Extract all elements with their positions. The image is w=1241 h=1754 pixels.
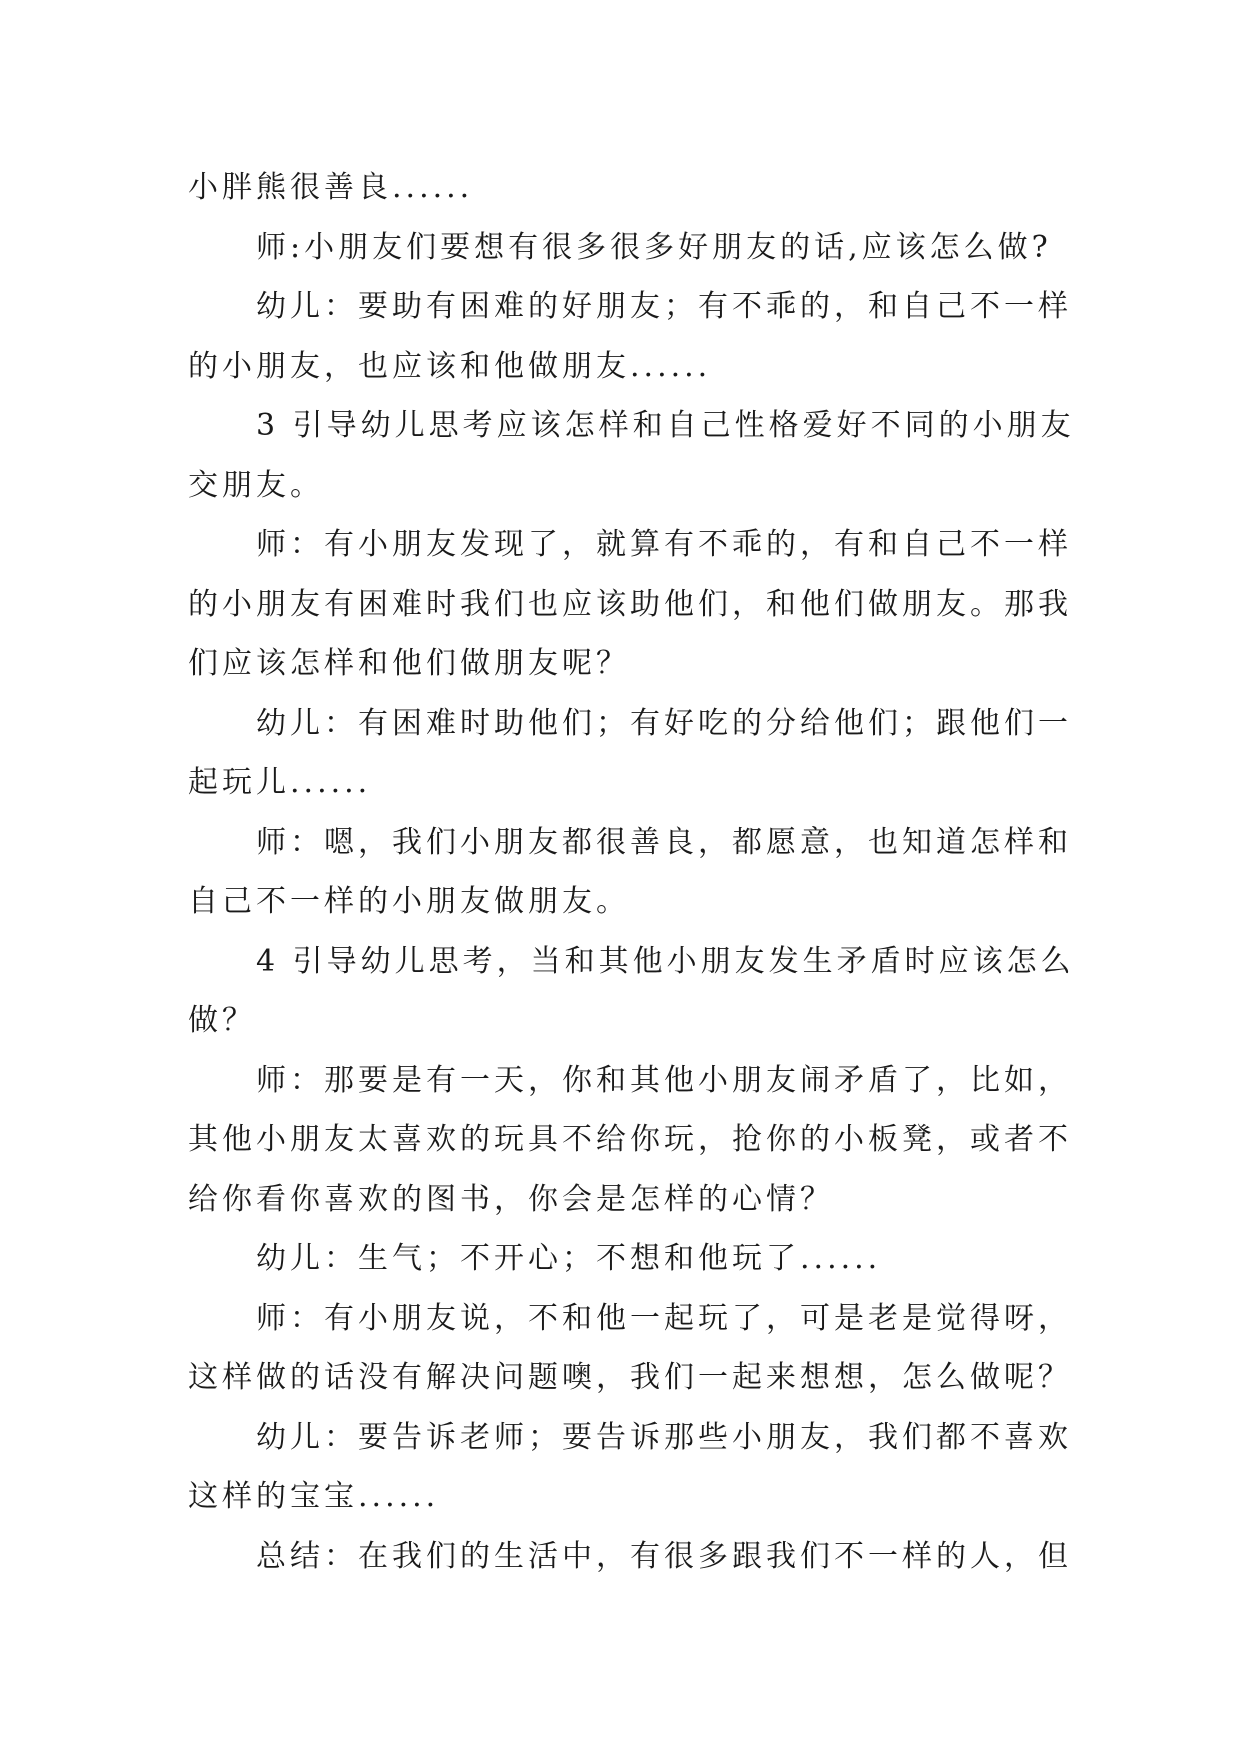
text-line: 的小朋友，也应该和他做朋友......: [188, 348, 712, 384]
text-line: 交朋友。: [188, 467, 324, 503]
text-line: 师：有小朋友说，不和他一起玩了，可是老是觉得呀，: [256, 1300, 1072, 1336]
text-line: 幼儿：要助有困难的好朋友；有不乖的，和自己不一样: [256, 289, 1072, 324]
text-line: 师：嗯，我们小朋友都很善良，都愿意，也知道怎样和: [256, 824, 1072, 860]
document-body: [188, 158, 1075, 1586]
text-line: 师：那要是有一天，你和其他小朋友闹矛盾了，比如，: [256, 1062, 1072, 1098]
text-line: 这样的宝宝......: [188, 1479, 440, 1514]
text-line: 自己不一样的小朋友做朋友。: [188, 884, 630, 919]
text-line: 3 引导幼儿思考应该怎样和自己性格爱好不同的小朋友: [256, 408, 1075, 443]
text-line: 这样做的话没有解决问题噢，我们一起来想想，怎么做呢？: [188, 1360, 1072, 1395]
text-line: 其他小朋友太喜欢的玩具不给你玩，抢你的小板凳，或者不: [188, 1122, 1072, 1157]
text-line: 给你看你喜欢的图书，你会是怎样的心情？: [188, 1181, 834, 1217]
text-line: 幼儿：有困难时助他们；有好吃的分给他们；跟他们一: [256, 705, 1072, 741]
text-line: 小胖熊很善良......: [188, 170, 474, 205]
text-line: 4 引导幼儿思考，当和其他小朋友发生矛盾时应该怎么: [256, 943, 1075, 979]
text-line: 师:小朋友们要想有很多很多好朋友的话,应该怎么做?: [256, 229, 1052, 265]
text-line: 师：有小朋友发现了，就算有不乖的，有和自己不一样: [256, 527, 1072, 562]
text-line: 起玩儿......: [188, 765, 372, 800]
text-line: 幼儿：要告诉老师；要告诉那些小朋友，我们都不喜欢: [256, 1419, 1072, 1455]
text-line: 的小朋友有困难时我们也应该助他们，和他们做朋友。那我: [188, 586, 1072, 622]
text-line: 们应该怎样和他们做朋友呢？: [188, 646, 630, 681]
text-line: 总结：在我们的生活中，有很多跟我们不一样的人，但: [256, 1538, 1072, 1574]
text-line: 做？: [188, 1003, 256, 1038]
text-line: 幼儿：生气；不开心；不想和他玩了......: [256, 1241, 882, 1276]
